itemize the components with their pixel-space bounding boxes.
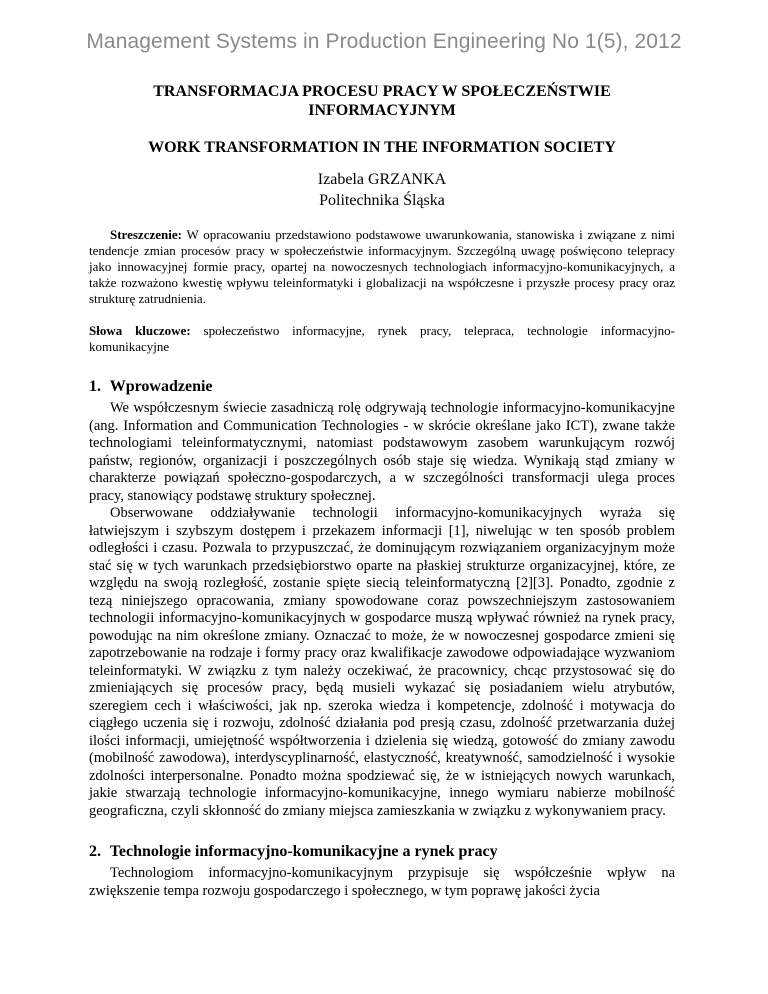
- author-affiliation: Politechnika Śląska: [319, 192, 445, 209]
- abstract-label: Streszczenie:: [110, 227, 182, 242]
- section-title: Technologie informacyjno-komunikacyjne a rynek pracy: [109, 843, 498, 860]
- article-title-english: WORK TRANSFORMATION IN THE INFORMATION SOCIETY: [148, 139, 616, 156]
- abstract-text: W opracowaniu przedstawiono podstawowe uwarunkowania, stanowiska i związane z nimi tendencje zmian procesów pracy w społeczeństwie informacyjnym. Szczególną uwagę poświęcono telepracy jako innowacyjnej formie pracy, opartej na nowoczesnych technologiach informacyjno-komunikacyjnych, a także rozważono kwestię wpływu teleinformatyki i globalizacji na współczesne i przyszłe procesy pracy oraz strukturę zatrudnienia.: [89, 227, 676, 306]
- section-title: Wprowadzenie: [109, 378, 213, 395]
- author-name: Izabela GRZANKA: [317, 171, 447, 188]
- article-body: [89, 82, 675, 900]
- keywords: [89, 323, 675, 355]
- section-heading-1: [89, 377, 675, 397]
- abstract: [89, 227, 675, 307]
- section-number: 2.: [89, 843, 101, 860]
- paragraph: We współczesnym świecie zasadniczą rolę odgrywają technologie informacyjno-komunikacyjne (ang. Information and Communication Technologies - w skrócie określane jako ICT), zwane także technologiami teleinformatycznymi, natomiast podstawowym zasobem warunkującym rozwój państw, regionów, organizacji i poszczególnych osób staje się wiedza. Wynikają stąd zmiany w charakterze powiązań społeczno-gospodarczych, a w szczególności transformacji ulega proces pracy, stanowiący podstawę struktury społecznej.: [89, 400, 675, 504]
- paragraph: Technologiom informacyjno-komunikacyjnym przypisuje się współcześnie wpływ na zwiększenie tempa rozwoju gospodarczego i społecznego, w tym poprawę jakości życia: [89, 865, 675, 899]
- article-title-polish: TRANSFORMACJA PROCESU PRACY W SPOŁECZEŃSTWIE INFORMACYJNYM: [153, 83, 611, 119]
- journal-header: Management Systems in Production Engineering No 1(5), 2012: [86, 30, 682, 53]
- section-number: 1.: [89, 378, 101, 395]
- keywords-label: Słowa kluczowe:: [89, 323, 191, 338]
- section-heading-2: [89, 842, 675, 862]
- paragraph: Obserwowane oddziaływanie technologii informacyjno-komunikacyjnych wyraża się łatwiejszym i szybszym dostępem i przekazem informacji [1], niwelując w ten sposób problem odległości i czasu. Pozwala to przypuszczać, że dominującym rozwiązaniem organizacyjnym może stać się w tych warunkach przedsiębiorstwo oparte na płaskiej strukturze organizacyjnej, które, ze względu na swoją rozległość, zostanie spięte siecią teleinformatyczną [2][3]. Ponadto, zgodnie z tezą niniejszego opracowania, zmiany spowodowane coraz powszechniejszym zastosowaniem technologii informacyjno-komunikacyjnych w gospodarce muszą wpływać również na rynek pracy, powodując na nim określone zmiany. Oznaczać to może, że w nowoczesnej gospodarce zmieni się zapotrzebowanie na rodzaje i formy pracy oraz kwalifikacje zawodowe odpowiadające wyzwaniom teleinformatyki. W związku z tym należy oczekiwać, że pracownicy, chcąc przystosować się do zmieniających się procesów pracy, będą musieli wykazać się posiadaniem wielu atrybutów, szeregiem cech i właściwości, jak np. szeroka wiedza i kompetencje, zdolność i motywacja do ciągłego uczenia się i rozwoju, zdolność działania pod presją czasu, zdolność przetwarzania dużej ilości informacji, umiejętność współtworzenia i dzielenia się wiedzą, gotowość do zmiany zawodu (mobilność zawodowa), interdyscyplinarność, elastyczność, kreatywność, samodzielność i wysokie zdolności interpersonalne. Ponadto można spodziewać się, że w istniejących nowych warunkach, jakie stwarzają technologie informacyjno-komunikacyjne, innego wymiaru nabierze mobilność geograficzna, czyli skłonność do zmiany miejsca zamieszkania w związku z wykonywaniem pracy.: [89, 505, 675, 819]
- keywords-text: społeczeństwo informacyjne, rynek pracy, telepraca, technologie informacyjno-komunikacyjne: [89, 323, 675, 354]
